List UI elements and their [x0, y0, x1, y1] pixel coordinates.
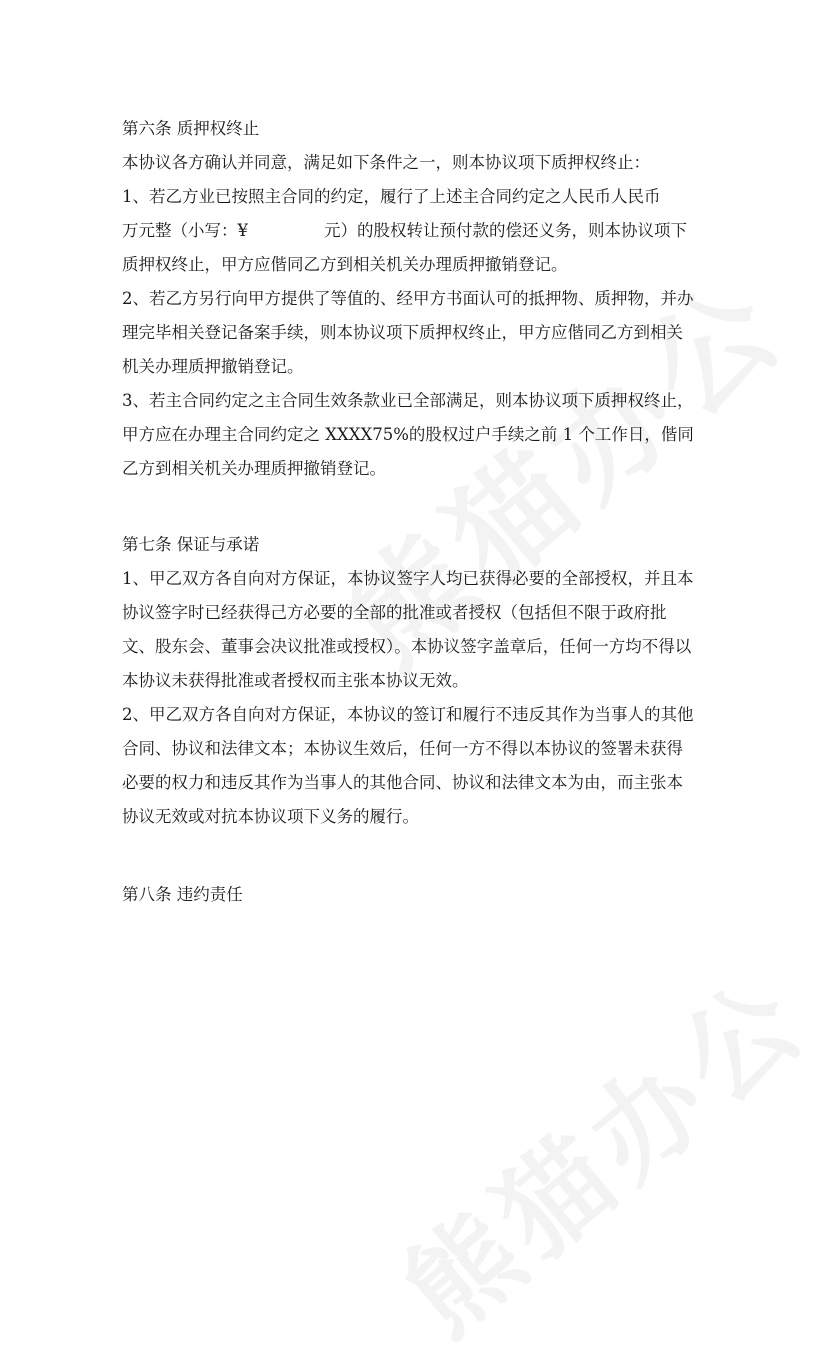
article-7-clause-2-line: 2、甲乙双方各自向对方保证，本协议的签订和履行不违反其作为当事人的其他: [122, 705, 694, 724]
watermark: [365, 934, 830, 1364]
section-gap: [122, 834, 712, 878]
article-6-clause-3-line: 3、若主合同约定之主合同生效条款业已全部满足，则本协议项下质押权终止，: [122, 391, 694, 410]
article-7-clause-1-line: 1、甲乙双方各自向对方保证，本协议签字人均已获得必要的全部授权，并且本: [122, 569, 694, 588]
article-6-clause-2-line: 2、若乙方另行向甲方提供了等值的、经甲方书面认可的抵押物、质押物，并办: [122, 289, 694, 308]
article-6-clause-2-line: 机关办理质押撤销登记。: [122, 357, 304, 376]
article-6-clause-2-line: 理完毕相关登记备案手续，则本协议项下质押权终止，甲方应偕同乙方到相关: [122, 323, 683, 342]
article-7-clause-1-line: 文、股东会、董事会决议批准或授权）。本协议签字盖章后，任何一方均不得以: [122, 637, 692, 656]
article-6-heading: 第六条 质押权终止: [122, 119, 260, 138]
article-7-heading: 第七条 保证与承诺: [122, 535, 260, 554]
article-7-clause-2-line: 合同、协议和法律文本；本协议生效后，任何一方不得以本协议的签署未获得: [122, 739, 683, 758]
article-6-clause-1-line: 1、若乙方业已按照主合同的约定，履行了上述主合同约定之人民币人民币: [122, 187, 661, 206]
article-7-clause-1-line: 协议签字时已经获得己方必要的全部的批准或者授权（包括但不限于政府批: [122, 603, 667, 622]
article-8-heading: 第八条 违约责任: [122, 885, 243, 904]
amount-suffix: 元）的股权转让预付款的偿还义务，则本协议项下: [324, 221, 687, 240]
amount-label: 万元整（小写：¥: [122, 221, 248, 240]
article-6-clause-1-line: [122, 214, 712, 248]
article-6-clause-3-line: 甲方应在办理主合同约定之 XXXX75%的股权过户手续之前 1 个工作日，偕同: [122, 425, 694, 444]
section-gap: [122, 486, 712, 528]
article-7-clause-1-line: 本协议未获得批准或者授权而主张本协议无效。: [122, 671, 469, 690]
document-body: [122, 112, 712, 912]
article-7-clause-2-line: 必要的权力和违反其作为当事人的其他合同、协议和法律文本为由，而主张本: [122, 773, 683, 792]
article-7-clause-2-line: 协议无效或对抗本协议项下义务的履行。: [122, 807, 419, 826]
article-6-clause-1-line: 质押权终止，甲方应偕同乙方到相关机关办理质押撤销登记。: [122, 255, 568, 274]
article-6-clause-3-line: 乙方到相关机关办理质押撤销登记。: [122, 459, 386, 478]
article-6-intro: 本协议各方确认并同意，满足如下条件之一，则本协议项下质押权终止：: [122, 153, 650, 172]
